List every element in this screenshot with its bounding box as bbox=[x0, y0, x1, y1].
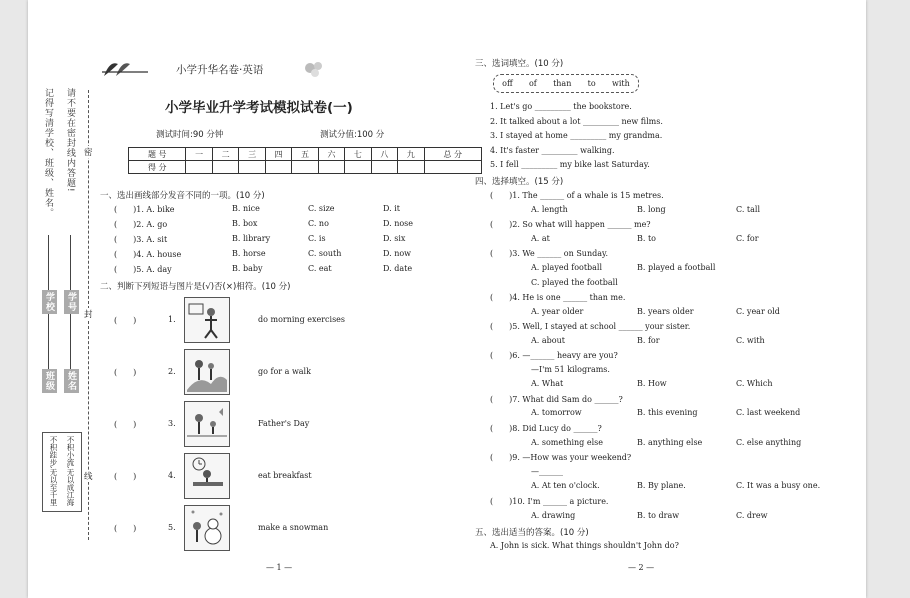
field-label: 班级 bbox=[42, 369, 57, 393]
snowman-scene-icon bbox=[185, 506, 229, 550]
mc-question-line2: —______ bbox=[531, 467, 563, 476]
score-cell: 七 bbox=[345, 148, 371, 161]
breakfast-scene-icon bbox=[185, 454, 229, 498]
flower-decor-icon bbox=[300, 58, 328, 78]
score-table-header-row bbox=[129, 148, 482, 161]
motto-line: 不积小流,无以成江海 bbox=[66, 436, 75, 506]
item-num: 2. bbox=[168, 367, 176, 376]
exercise-scene-icon bbox=[185, 298, 229, 342]
mc-option: A. about bbox=[531, 336, 565, 345]
score-cell: 五 bbox=[292, 148, 318, 161]
phrase: go for a walk bbox=[258, 367, 311, 376]
item-num: 3. bbox=[168, 419, 176, 428]
page-number-2: — 2 — bbox=[628, 563, 655, 572]
word-bank bbox=[493, 74, 639, 93]
mc-option: A. At ten o'clock. bbox=[531, 481, 600, 490]
question-num: ( )2. A. go bbox=[114, 220, 168, 229]
score-table bbox=[128, 147, 482, 174]
field-school[interactable] bbox=[42, 235, 56, 393]
side-note-text: 记得写清学校、班级、姓名。 bbox=[43, 88, 53, 218]
score-input-cell[interactable] bbox=[186, 161, 212, 174]
score-cell: 题 号 bbox=[129, 148, 186, 161]
mc-option: C. else anything bbox=[736, 438, 802, 447]
mc-option: B. played a football bbox=[637, 263, 716, 272]
score-cell: 六 bbox=[318, 148, 344, 161]
item-num: 5. bbox=[168, 523, 176, 532]
picture-exercise bbox=[184, 297, 230, 343]
score-input-cell[interactable] bbox=[398, 161, 424, 174]
word-bank-word: to bbox=[587, 79, 596, 88]
phrase: make a snowman bbox=[258, 523, 329, 532]
score-cell: 二 bbox=[212, 148, 238, 161]
score-cell: 九 bbox=[398, 148, 424, 161]
answer-paren[interactable]: ( ) bbox=[114, 420, 137, 429]
mc-question[interactable]: ( )4. He is one ______ than me. bbox=[490, 293, 626, 302]
option: C. no bbox=[308, 219, 329, 228]
answer-paren[interactable]: ( ) bbox=[114, 524, 137, 533]
mc-question[interactable]: ( )7. What did Sam do ______? bbox=[490, 395, 623, 404]
fill-question[interactable]: 3. I stayed at home _________ my grandma. bbox=[490, 131, 663, 140]
field-name[interactable] bbox=[64, 235, 78, 393]
family-scene-icon bbox=[185, 402, 229, 446]
score-input-cell[interactable] bbox=[345, 161, 371, 174]
section-1-title: 一、选出画线部分发音不同的一项。(10 分) bbox=[100, 191, 265, 201]
side-note-1 bbox=[42, 88, 55, 222]
mc-question[interactable]: ( )1. The ______ of a whale is 15 metres. bbox=[490, 191, 664, 200]
item-num: 4. bbox=[168, 471, 176, 480]
option: C. size bbox=[308, 204, 335, 213]
option: D. now bbox=[383, 249, 412, 258]
section-5-title: 五、选出适当的答案。(10 分) bbox=[475, 528, 589, 538]
phrase: do morning exercises bbox=[258, 315, 346, 324]
option: B. baby bbox=[232, 264, 263, 273]
option: B. nice bbox=[232, 204, 260, 213]
mc-option: C. last weekend bbox=[736, 408, 801, 417]
side-note-text: 请不要在密封线内答题! bbox=[65, 88, 75, 193]
mc-option: B. to bbox=[637, 234, 656, 243]
picture-breakfast bbox=[184, 453, 230, 499]
mc-question[interactable]: ( )5. Well, I stayed at school ______ your sister. bbox=[490, 322, 691, 331]
option: C. south bbox=[308, 249, 342, 258]
option: D. nose bbox=[383, 219, 414, 228]
score-cell: 一 bbox=[186, 148, 212, 161]
word-bank-word: of bbox=[528, 79, 537, 88]
fill-question[interactable]: 1. Let's go _________ the bookstore. bbox=[490, 102, 632, 111]
fill-question[interactable]: 5. I fell _________ my bike last Saturday. bbox=[490, 160, 650, 169]
section-5-question: A. John is sick. What things shouldn't John do? bbox=[490, 541, 679, 550]
option: C. is bbox=[308, 234, 326, 243]
exam-sheet bbox=[28, 0, 866, 598]
mc-option: A. year older bbox=[531, 307, 584, 316]
page-number-1: — 1 — bbox=[266, 563, 293, 572]
score-input-cell[interactable] bbox=[424, 161, 481, 174]
mc-question[interactable]: ( )8. Did Lucy do ______? bbox=[490, 424, 602, 433]
motto-box bbox=[42, 432, 82, 512]
mc-option: B. for bbox=[637, 336, 660, 345]
mc-option: B. to draw bbox=[637, 511, 680, 520]
answer-paren[interactable]: ( ) bbox=[114, 368, 137, 377]
mc-option: C. Which bbox=[736, 379, 773, 388]
score-cell: 总 分 bbox=[424, 148, 481, 161]
picture-snowman bbox=[184, 505, 230, 551]
option: B. library bbox=[232, 234, 271, 243]
option: D. date bbox=[383, 264, 413, 273]
seal-char: 密 bbox=[84, 148, 93, 158]
option: C. eat bbox=[308, 264, 332, 273]
score-cell: 三 bbox=[239, 148, 265, 161]
score-cell: 四 bbox=[265, 148, 291, 161]
series-title: 小学升华名卷·英语 bbox=[176, 64, 264, 76]
score-input-cell[interactable] bbox=[318, 161, 344, 174]
question-num: ( )1. A. bike bbox=[114, 205, 175, 214]
score-cell: 八 bbox=[371, 148, 397, 161]
option: B. horse bbox=[232, 249, 266, 258]
mc-option: C. It was a busy one. bbox=[736, 481, 821, 490]
mc-option: B. By plane. bbox=[637, 481, 686, 490]
score-input-cell[interactable] bbox=[239, 161, 265, 174]
mc-question[interactable]: ( )10. I'm ______ a picture. bbox=[490, 497, 609, 506]
mc-option: A. at bbox=[531, 234, 550, 243]
mc-option: C. tall bbox=[736, 205, 761, 214]
word-bank-word: with bbox=[612, 79, 630, 88]
mc-option: A. played football bbox=[531, 263, 603, 272]
mc-option: A. something else bbox=[531, 438, 603, 447]
answer-paren[interactable]: ( ) bbox=[114, 316, 137, 325]
mc-question-line2: —I'm 51 kilograms. bbox=[531, 365, 610, 374]
option: D. it bbox=[383, 204, 400, 213]
word-bank-word: off bbox=[502, 79, 513, 88]
score-input-cell[interactable] bbox=[292, 161, 318, 174]
item-num: 1. bbox=[168, 315, 176, 324]
series-banner bbox=[100, 58, 150, 84]
phrase: eat breakfast bbox=[258, 471, 312, 480]
fill-question[interactable]: 4. It's faster _________ walking. bbox=[490, 146, 615, 155]
score-label: 测试分值:100 分 bbox=[320, 130, 385, 140]
phrase: Father's Day bbox=[258, 419, 310, 428]
section-2-title: 二、判断下列短语与图片是(√)否(×)相符。(10 分) bbox=[100, 282, 291, 292]
mc-option: B. this evening bbox=[637, 408, 698, 417]
mc-option: A. tomorrow bbox=[531, 408, 582, 417]
question-num: ( )4. A. house bbox=[114, 250, 182, 259]
score-input-cell[interactable] bbox=[265, 161, 291, 174]
exam-title: 小学毕业升学考试模拟试卷(一) bbox=[165, 100, 353, 116]
mc-question[interactable]: ( )2. So what will happen ______ me? bbox=[490, 220, 651, 229]
mc-question[interactable]: ( )6. —______ heavy are you? bbox=[490, 351, 618, 360]
mc-option: C. drew bbox=[736, 511, 768, 520]
score-input-cell[interactable] bbox=[371, 161, 397, 174]
picture-walk bbox=[184, 349, 230, 395]
field-label: 学号 bbox=[64, 290, 79, 314]
mc-option: B. How bbox=[637, 379, 667, 388]
score-input-cell[interactable] bbox=[212, 161, 238, 174]
mc-option: A. drawing bbox=[531, 511, 576, 520]
question-num: ( )5. A. day bbox=[114, 265, 172, 274]
seal-char: 封 bbox=[84, 310, 93, 320]
option: D. six bbox=[383, 234, 406, 243]
section-3-title: 三、选词填空。(10 分) bbox=[475, 59, 564, 69]
field-label: 姓名 bbox=[64, 369, 79, 393]
seal-char: 线 bbox=[84, 472, 93, 482]
fill-question[interactable]: 2. It talked about a lot _________ new films. bbox=[490, 117, 663, 126]
mc-option: B. long bbox=[637, 205, 666, 214]
mc-option: A. What bbox=[531, 379, 564, 388]
mc-question[interactable]: ( )3. We ______ on Sunday. bbox=[490, 249, 608, 258]
mc-option: C. played the football bbox=[531, 278, 618, 287]
score-table-score-row bbox=[129, 161, 482, 174]
mc-option: B. years older bbox=[637, 307, 694, 316]
walk-scene-icon bbox=[185, 350, 229, 394]
mc-option: C. for bbox=[736, 234, 759, 243]
score-cell: 得 分 bbox=[129, 161, 186, 174]
word-bank-word: than bbox=[553, 79, 572, 88]
leaf-logo-icon bbox=[100, 58, 150, 80]
mc-option: A. length bbox=[531, 205, 568, 214]
time-label: 测试时间:90 分钟 bbox=[156, 130, 224, 140]
motto-line: 不积跬步,无以至千里 bbox=[49, 436, 58, 506]
side-note-2 bbox=[64, 88, 77, 197]
answer-paren[interactable]: ( ) bbox=[114, 472, 137, 481]
option: B. box bbox=[232, 219, 258, 228]
picture-fathers-day bbox=[184, 401, 230, 447]
field-label: 学校 bbox=[42, 290, 57, 314]
mc-option: C. year old bbox=[736, 307, 780, 316]
section-4-title: 四、选择填空。(15 分) bbox=[475, 177, 564, 187]
mc-option: C. with bbox=[736, 336, 765, 345]
question-num: ( )3. A. sit bbox=[114, 235, 168, 244]
mc-question[interactable]: ( )9. —How was your weekend? bbox=[490, 453, 632, 462]
mc-option: B. anything else bbox=[637, 438, 703, 447]
